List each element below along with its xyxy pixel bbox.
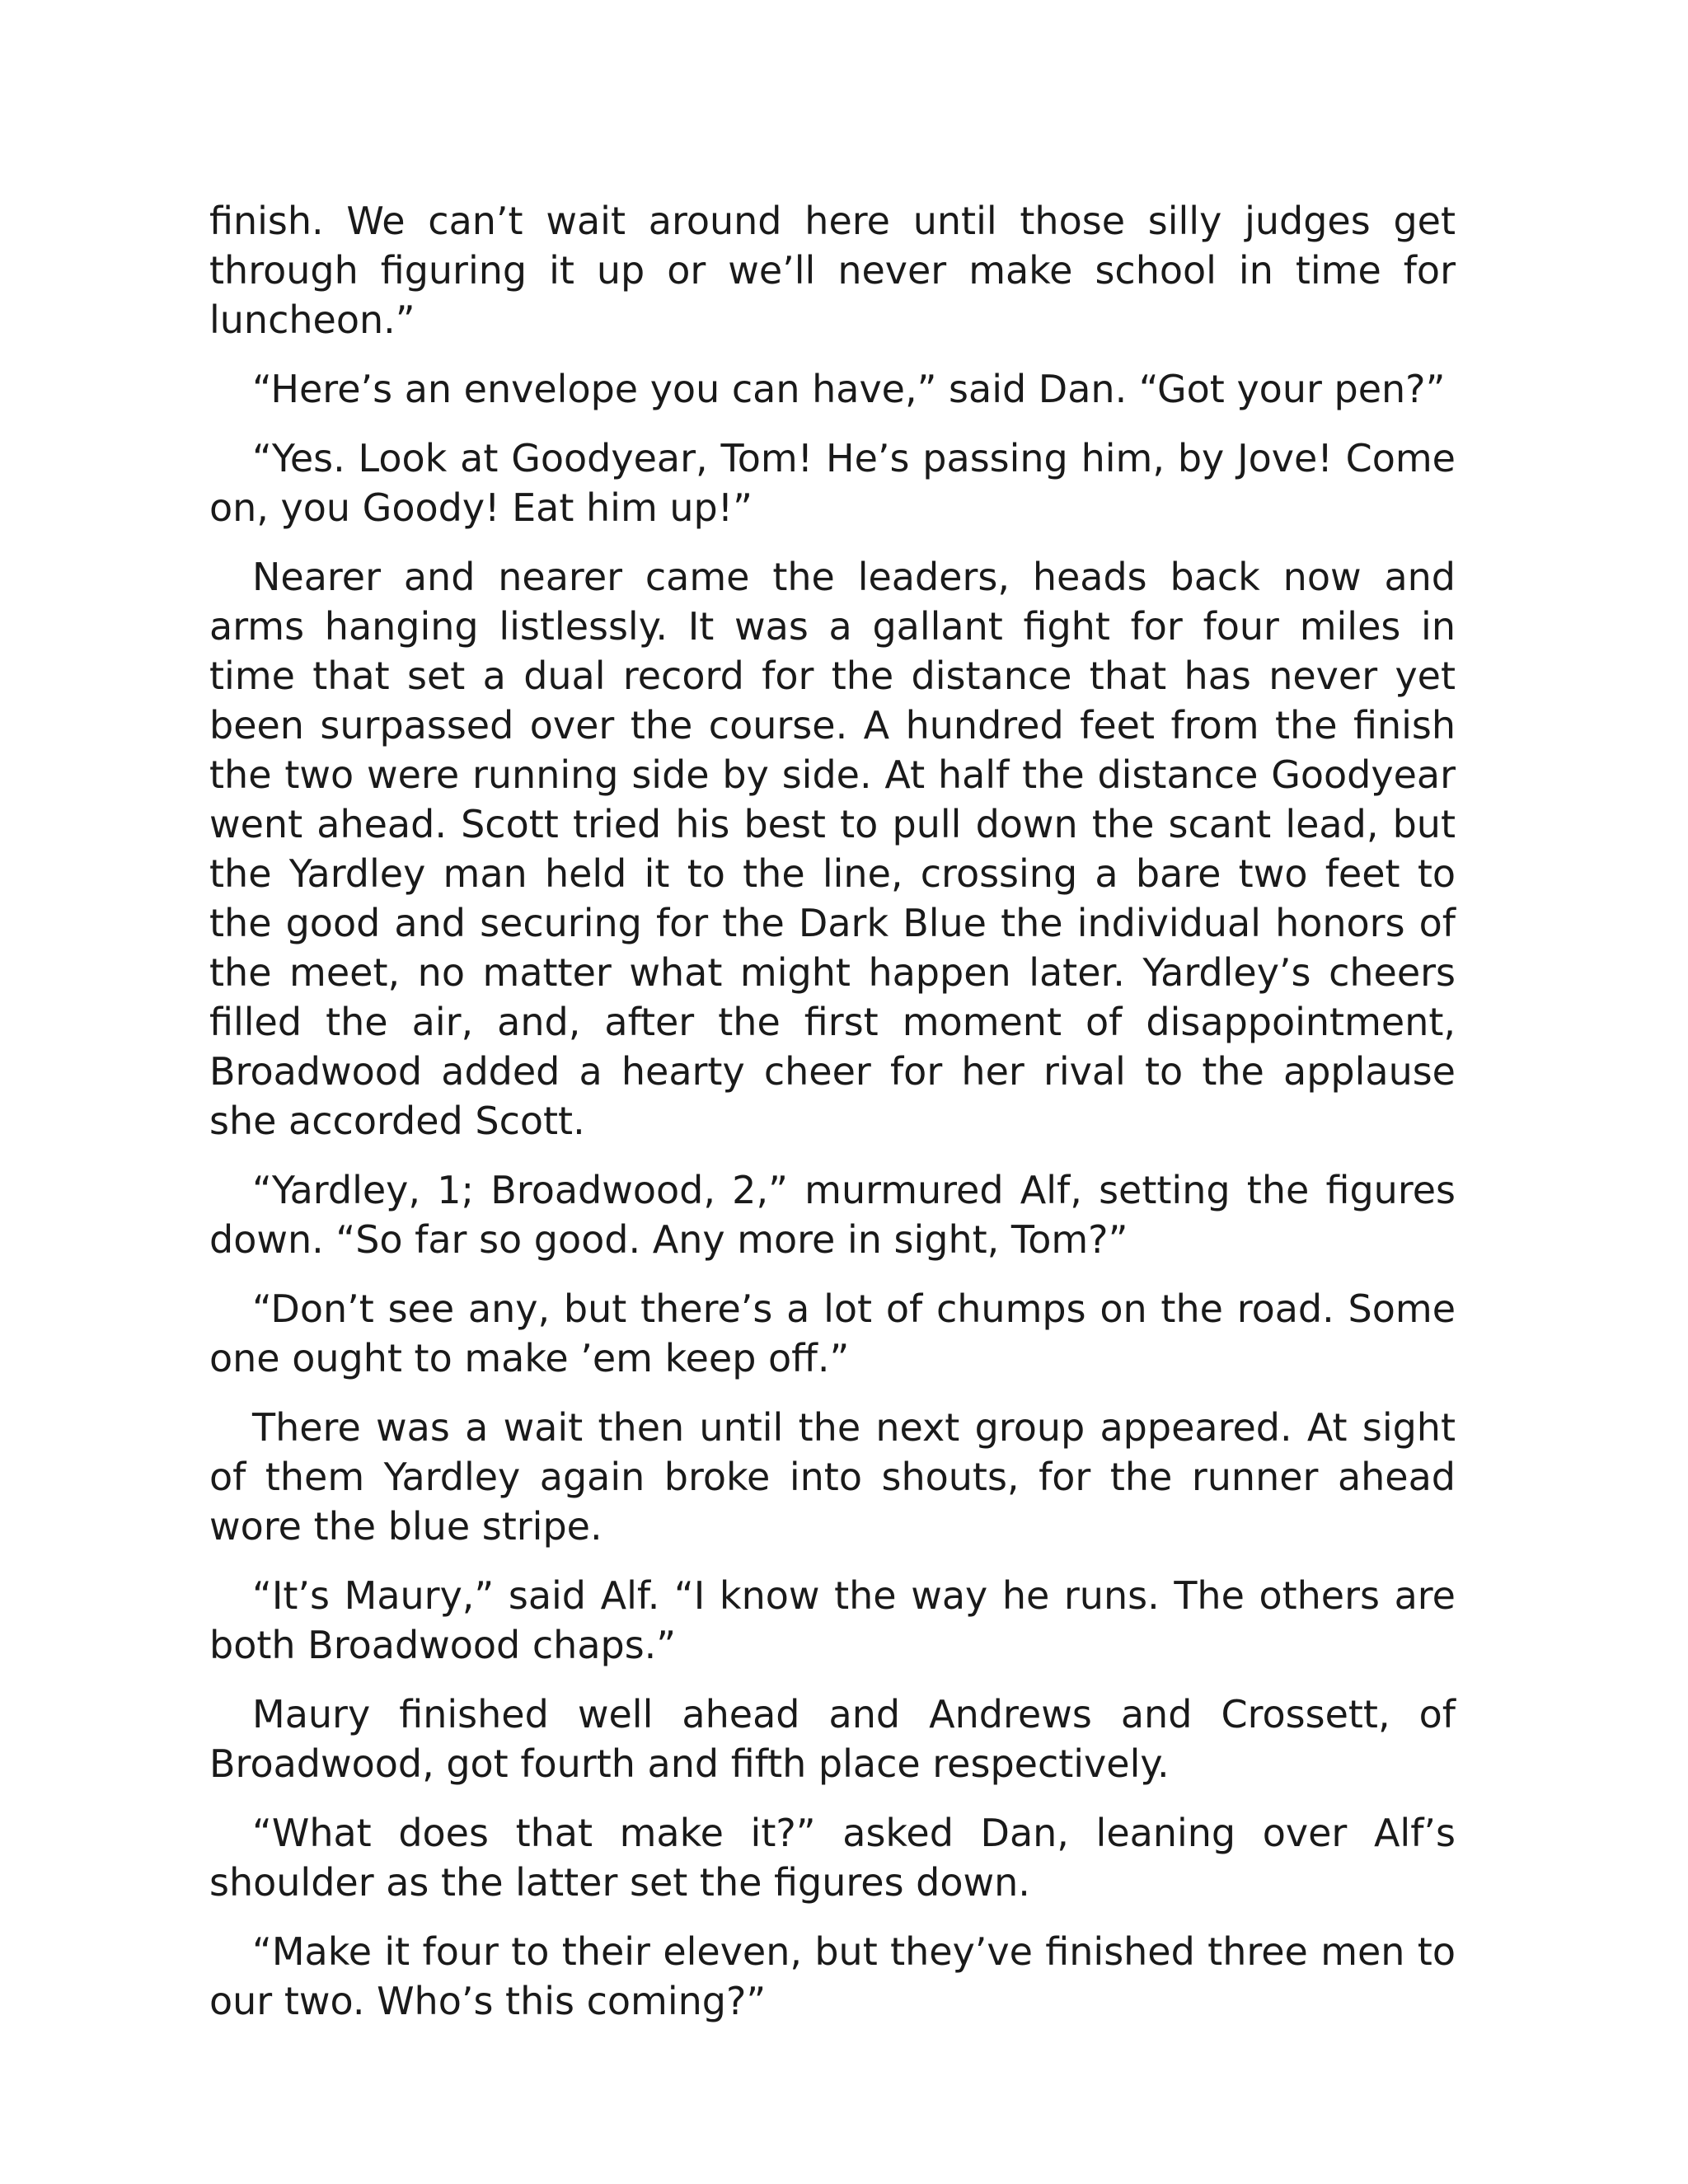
paragraph-11: “Make it four to their eleven, but they’ve finished three men to our two. Who’s this coming?” <box>209 1929 1456 2023</box>
paragraph-3: “Yes. Look at Goodyear, Tom! He’s passing him, by Jove! Come on, you Goody! Eat him up!” <box>209 436 1456 530</box>
page-text <box>209 196 1456 2046</box>
paragraph-6: “Don’t see any, but there’s a lot of chumps on the road. Some one ought to make ’em keep off.” <box>209 1286 1456 1380</box>
paragraph-7: There was a wait then until the next group appeared. At sight of them Yardley again broke into shouts, for the runner ahead wore the blue stripe. <box>209 1405 1456 1549</box>
paragraph-5: “Yardley, 1; Broadwood, 2,” murmured Alf, setting the figures down. “So far so good. Any more in sight, Tom?” <box>209 1168 1456 1262</box>
paragraph-8: “It’s Maury,” said Alf. “I know the way he runs. The others are both Broadwood chaps.” <box>209 1573 1456 1667</box>
paragraph-9: Maury finished well ahead and Andrews and Crossett, of Broadwood, got fourth and fifth place respectively. <box>209 1692 1456 1786</box>
paragraph-2: “Here’s an envelope you can have,” said Dan. “Got your pen?” <box>252 367 1446 411</box>
paragraph-10: “What does that make it?” asked Dan, leaning over Alf’s shoulder as the latter set the figures down. <box>209 1811 1456 1905</box>
paragraph-4: Nearer and nearer came the leaders, heads back now and arms hanging listlessly. It was a gallant fight for four miles in time that set a dual record for the distance that has never yet been surpassed over the course. A hundred feet from the finish the two were running side by side. At half the distance Goodyear went ahead. Scott tried his best to pull down the scant lead, but the Yardley man held it to the line, crossing a bare two feet to the good and securing for the Dark Blue the individual honors of the meet, no matter what might happen later. Yardley’s cheers filled the air, and, after the first moment of disappointment, Broadwood added a hearty cheer for her rival to the applause she accorded Scott. <box>209 555 1456 1143</box>
paragraph-1: finish. We can’t wait around here until those silly judges get through figuring it up or we’ll never make school in time for luncheon.” <box>209 199 1456 342</box>
